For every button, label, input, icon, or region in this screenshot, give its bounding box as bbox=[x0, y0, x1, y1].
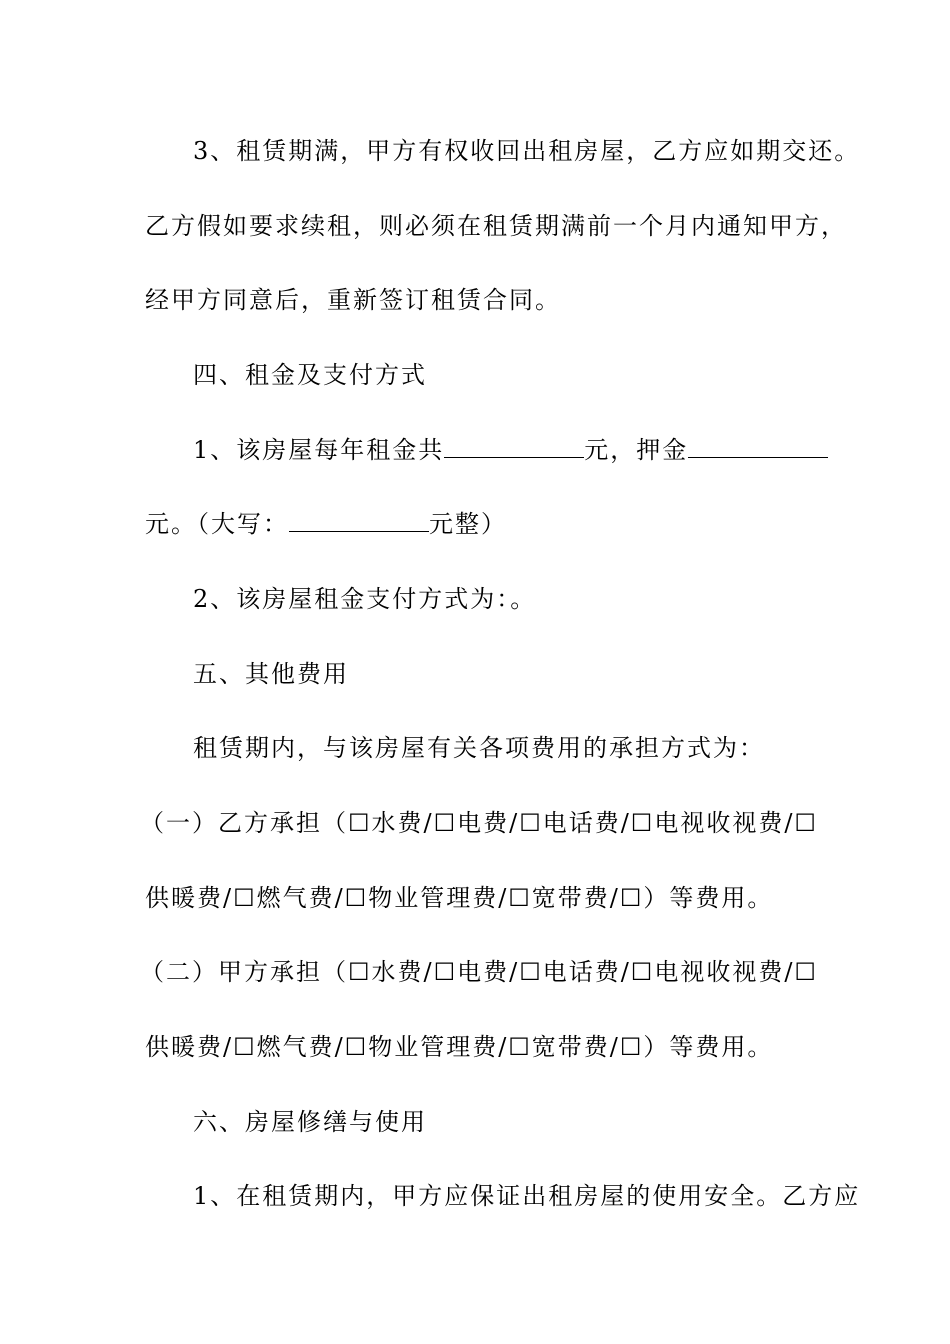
paragraph-landlord-fees-2: 供暖费/☐燃气费/☐物业管理费/☐宽带费/☐）等费用。 bbox=[145, 1033, 774, 1061]
section-heading-other-fees: 五、其他费用 bbox=[193, 660, 349, 688]
paragraph-renewal-agreement: 经甲方同意后，重新签订租赁合同。 bbox=[145, 286, 561, 314]
paragraph-tenant-fees-1: （一）乙方承担（☐水费/☐电费/☐电话费/☐电视收视费/☐ bbox=[140, 809, 818, 837]
paragraph-tenant-fees-2: 供暖费/☐燃气费/☐物业管理费/☐宽带费/☐）等费用。 bbox=[145, 884, 774, 912]
annual-rent-label: 1、该房屋每年租金共 bbox=[193, 436, 445, 464]
section-heading-rent-payment: 四、租金及支付方式 bbox=[193, 361, 427, 389]
paragraph-landlord-fees-1: （二）甲方承担（☐水费/☐电费/☐电话费/☐电视收视费/☐ bbox=[140, 958, 818, 986]
annual-rent-blank bbox=[444, 435, 584, 458]
rent-in-words-suffix: 元整） bbox=[429, 510, 507, 538]
deposit-blank bbox=[688, 435, 828, 458]
rent-in-words-blank bbox=[289, 509, 429, 532]
deposit-label: 元，押金 bbox=[584, 436, 689, 464]
paragraph-fee-allocation: 租赁期内，与该房屋有关各项费用的承担方式为： bbox=[193, 734, 765, 762]
paragraph-payment-method: 2、该房屋租金支付方式为：。 bbox=[193, 585, 537, 613]
paragraph-rent-in-words bbox=[145, 509, 810, 539]
paragraph-renewal-notice: 乙方假如要求续租，则必须在租赁期满前一个月内通知甲方， bbox=[145, 212, 847, 240]
paragraph-lease-expiry: 3、租赁期满，甲方有权收回出租房屋，乙方应如期交还。 bbox=[193, 137, 861, 165]
paragraph-annual-rent bbox=[193, 435, 858, 465]
paragraph-safety-guarantee: 1、在租赁期内，甲方应保证出租房屋的使用安全。乙方应 bbox=[193, 1182, 861, 1210]
rent-in-words-label: 元。（大写： bbox=[145, 510, 289, 538]
section-heading-repair-use: 六、房屋修缮与使用 bbox=[193, 1108, 427, 1136]
